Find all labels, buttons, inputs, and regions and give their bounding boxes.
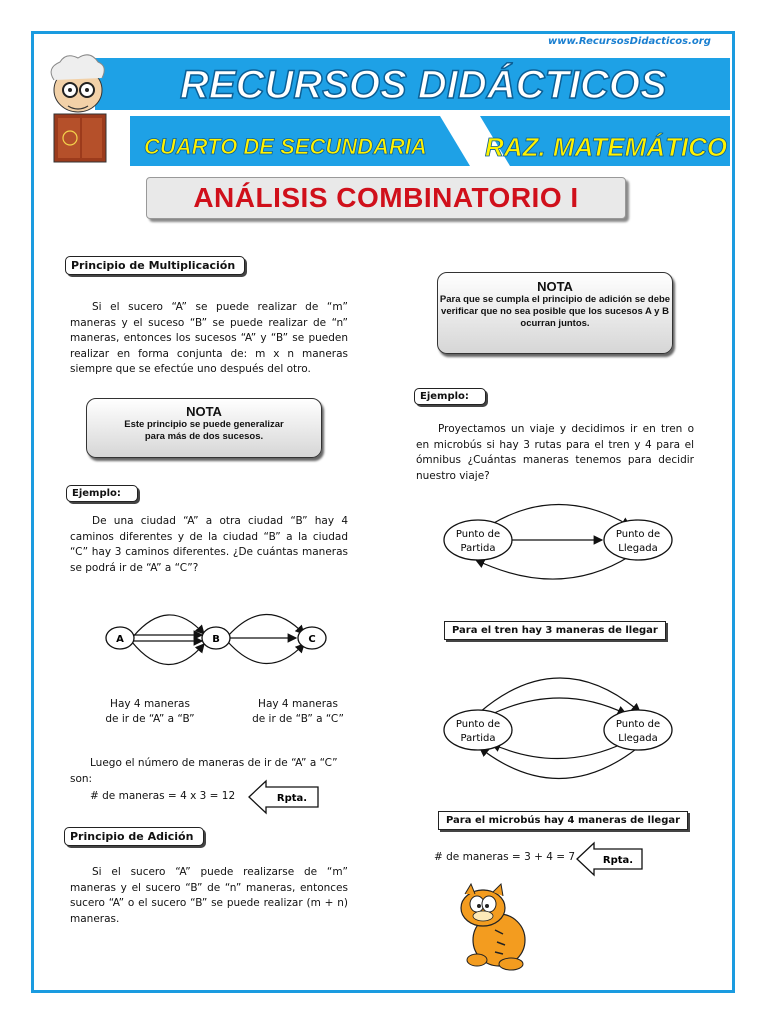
note-line: para más de dos sucesos.: [144, 431, 264, 442]
header-banner: [40, 50, 730, 168]
grade-label: CUARTO DE SECUNDARIA: [144, 134, 427, 159]
brand-title: RECURSOS DIDÁCTICOS: [180, 63, 667, 107]
node-b-label: B: [212, 634, 220, 645]
micro-route: [480, 746, 640, 779]
page-title: ANÁLISIS COMBINATORIO I: [193, 182, 579, 213]
note-line: ocurran juntos.: [520, 318, 590, 329]
result-left: # de maneras = 4 x 3 = 12: [90, 790, 236, 802]
caption-line: Hay 4 maneras: [110, 698, 190, 710]
note-box-addition: [437, 272, 673, 354]
route-b-c: [228, 614, 304, 636]
conclusion-line2: son:: [70, 773, 93, 785]
caption-b-c: [228, 697, 368, 727]
note-title: NOTA: [537, 279, 573, 294]
end-label: Punto de: [615, 719, 661, 730]
micro-route: [480, 678, 640, 712]
tren-route: [476, 556, 630, 579]
rpta-label: Rpta.: [602, 855, 634, 866]
site-url[interactable]: www.RecursosDidacticos.org: [548, 36, 711, 47]
rpta-arrow-left: [248, 780, 320, 814]
micro-route: [492, 742, 626, 759]
start-label: Partida: [460, 543, 496, 554]
micro-route: [492, 698, 626, 714]
end-label: Llegada: [618, 543, 658, 554]
example-label-left: Ejemplo:: [66, 485, 138, 502]
caption-line: Hay 4 maneras: [258, 698, 338, 710]
node-end: [604, 710, 672, 750]
start-label: Partida: [460, 733, 496, 744]
example-text-left: De una ciudad “A” a otra ciudad “B” hay 4 caminos diferentes y de la ciudad “B” a la ciudad “C” hay 3 caminos diferentes. ¿De cuántas maneras se podrá ir de “A” a “C”?: [70, 515, 348, 574]
rpta-label: Rpta.: [276, 793, 308, 804]
caption-line: de ir de “B” a “C”: [252, 713, 344, 725]
route-a-b: [132, 642, 204, 665]
caption-line: de ir de “A” a “B”: [105, 713, 195, 725]
cat-illustration: [455, 880, 535, 975]
multiplication-text: Si el sucero “A” se puede realizar de “m” maneras y el suceso “B” se puede realizar de “n” maneras, entonces los sucesos “A” y “B” se pueden realizar en forma conjunta de: m x n maneras siempre que se efectúe uno después del otro.: [70, 301, 348, 375]
route-diagram-abc: [100, 600, 340, 680]
note-box-generalize: [86, 398, 322, 458]
conclusion-line1: Luego el número de maneras de ir de “A” a “C”: [90, 757, 338, 769]
addition-heading: Principio de Adición: [64, 827, 204, 846]
subject-label: RAZ. MATEMÁTICO: [485, 132, 728, 162]
tren-route: [492, 504, 630, 526]
route-diagram-tren: [440, 500, 680, 600]
end-label: Punto de: [615, 529, 661, 540]
addition-text: Si el sucero “A” puede realizarse de “m” maneras y el sucero “B” de “n” maneras, entonces sucero “A” o el sucero “B” se puede realizar (m + n) maneras.: [70, 866, 348, 925]
rpta-arrow-right: [576, 842, 644, 876]
node-end: [604, 520, 672, 560]
node-c-label: C: [308, 634, 316, 645]
node-start: [444, 710, 512, 750]
start-label: Punto de: [455, 529, 501, 540]
page-title-box: [146, 177, 626, 219]
tren-caption: Para el tren hay 3 maneras de llegar: [444, 621, 666, 640]
example-text-right: Proyectamos un viaje y decidimos ir en tren o en microbús si hay 3 rutas para el tren y 4 para el ómnibus ¿Cuántas maneras tenemos para decidir nuestro viaje?: [416, 423, 694, 482]
note-line: Este principio se puede generalizar: [124, 419, 284, 430]
end-label: Llegada: [618, 733, 658, 744]
example-label-right: Ejemplo:: [414, 388, 486, 405]
route-diagram-micro: [440, 670, 680, 780]
note-title: NOTA: [186, 404, 222, 419]
node-start: [444, 520, 512, 560]
start-label: Punto de: [455, 719, 501, 730]
caption-a-b: [80, 697, 220, 727]
multiplication-heading: Principio de Multiplicación: [65, 256, 245, 275]
note-line: verificar que no sea posible que los sucesos A y B: [441, 306, 669, 317]
result-right: # de maneras = 3 + 4 = 7: [434, 851, 576, 863]
micro-caption: Para el microbús hay 4 maneras de llegar: [438, 811, 688, 830]
node-a-label: A: [116, 634, 124, 645]
route-b-c: [228, 642, 304, 664]
note-line: Para que se cumpla el principio de adición se debe: [439, 294, 671, 305]
